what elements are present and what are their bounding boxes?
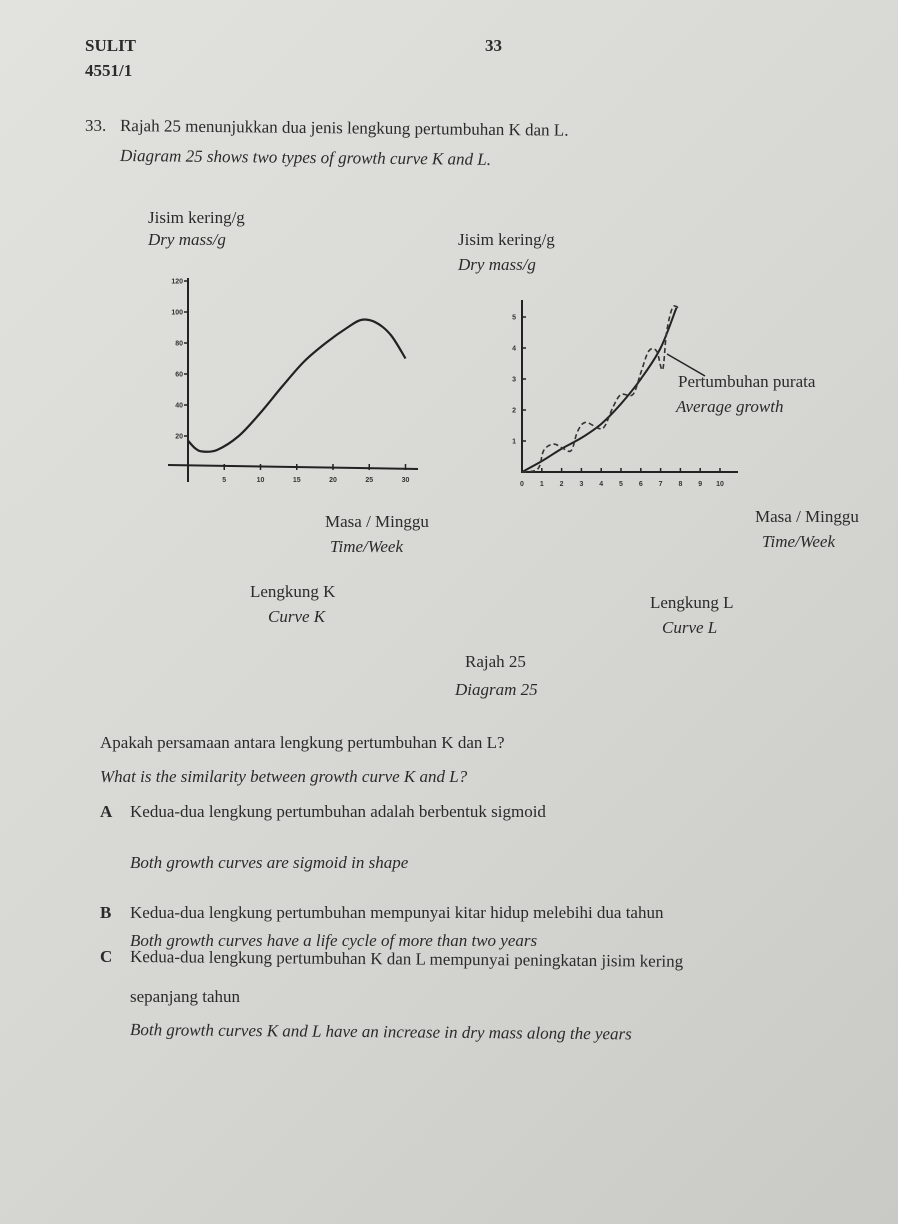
y-tick-label: 60 xyxy=(175,371,183,379)
option-text-en: Both growth curves K and L have an increase in dry mass along the years xyxy=(129,1020,632,1044)
y-tick-label: 80 xyxy=(175,340,183,348)
curve-l-xlabel-ms: Masa / Minggu xyxy=(755,507,859,526)
option-text-en: Both growth curves have a life cycle of more than two years xyxy=(130,931,538,950)
x-tick-label: 3 xyxy=(579,481,584,488)
question-intro-ms: Rajah 25 menunjukkan dua jenis lengkung pertumbuhan K dan L. xyxy=(119,116,569,140)
x-tick-label: 10 xyxy=(256,477,265,484)
curve-k-ylabel-ms: Jisim kering/g xyxy=(148,208,245,227)
page-number: 33 xyxy=(485,36,502,55)
diagram-label-en: Diagram 25 xyxy=(455,680,538,699)
curve-k-xlabel-en: Time/Week xyxy=(330,537,404,556)
y-tick-label: 1 xyxy=(512,438,516,446)
curve-k-chart xyxy=(168,278,418,484)
y-tick-label: 40 xyxy=(175,402,183,410)
x-axis xyxy=(168,465,418,469)
average-growth-line xyxy=(522,308,676,472)
option-text-en: Both growth curves are sigmoid in shape xyxy=(130,853,409,872)
curve-k-xlabel-ms: Masa / Minggu xyxy=(325,512,429,531)
curve-k-name-en: Curve K xyxy=(268,607,326,626)
average-growth-label-ms: Pertumbuhan purata xyxy=(678,372,816,391)
y-tick-label: 120 xyxy=(171,278,183,286)
y-tick-label: 3 xyxy=(512,376,516,384)
average-growth-label-en: Average growth xyxy=(676,397,784,416)
option-letter: B xyxy=(100,903,112,922)
question-stem-en: What is the similarity between growth curve K and L? xyxy=(100,767,468,786)
x-tick-label: 30 xyxy=(401,477,410,484)
y-tick-label: 2 xyxy=(512,407,516,415)
paper-code: 4551/1 xyxy=(85,61,133,80)
y-tick-label: 5 xyxy=(512,314,516,322)
question-number: 33. xyxy=(85,116,107,135)
curve-l-name-ms: Lengkung L xyxy=(650,593,734,612)
curve-k-name-ms: Lengkung K xyxy=(250,582,336,601)
diagram-label-ms: Rajah 25 xyxy=(465,652,526,671)
curve-l-chart xyxy=(512,300,738,488)
curve-l-name-en: Curve L xyxy=(662,618,718,637)
x-tick-label: 5 xyxy=(222,477,227,484)
question-stem-ms: Apakah persamaan antara lengkung pertumbuhan K dan L? xyxy=(100,733,505,752)
question-intro-en: Diagram 25 shows two types of growth curve K and L. xyxy=(119,146,492,169)
y-tick-label: 20 xyxy=(175,433,183,441)
y-tick-label: 100 xyxy=(171,309,183,317)
option-text-ms-cont: sepanjang tahun xyxy=(130,987,240,1006)
x-tick-label: 5 xyxy=(619,481,623,488)
option-letter: C xyxy=(100,947,113,966)
x-tick-label: 0 xyxy=(520,481,524,488)
sulit-label: SULIT xyxy=(85,36,137,55)
curve-l-ylabel-en: Dry mass/g xyxy=(458,255,536,274)
x-tick-label: 7 xyxy=(658,481,663,488)
y-tick-label: 4 xyxy=(512,345,516,353)
option-text-ms: Kedua-dua lengkung pertumbuhan K dan L mempunyai peningkatan jisim kering xyxy=(129,947,684,971)
x-tick-label: 20 xyxy=(329,477,337,484)
x-tick-label: 2 xyxy=(559,481,564,488)
x-tick-label: 8 xyxy=(678,481,683,488)
x-tick-label: 15 xyxy=(292,477,301,484)
option-text-ms: Kedua-dua lengkung pertumbuhan adalah berbentuk sigmoid xyxy=(130,802,546,821)
option-text-ms: Kedua-dua lengkung pertumbuhan mempunyai kitar hidup melebihi dua tahun xyxy=(130,903,664,922)
option-letter: A xyxy=(100,802,113,821)
x-tick-label: 6 xyxy=(638,481,643,488)
curve-k-ylabel-en: Dry mass/g xyxy=(148,230,226,249)
x-tick-label: 4 xyxy=(599,481,604,488)
curve-l-ylabel-ms: Jisim kering/g xyxy=(458,230,555,249)
curve-k-line xyxy=(188,320,406,452)
actual-growth-dashed-line xyxy=(522,306,678,472)
x-tick-label: 10 xyxy=(716,481,724,488)
curve-l-xlabel-en: Time/Week xyxy=(762,532,836,551)
x-tick-label: 1 xyxy=(539,481,544,488)
x-tick-label: 25 xyxy=(365,477,374,484)
x-tick-label: 9 xyxy=(698,481,703,488)
